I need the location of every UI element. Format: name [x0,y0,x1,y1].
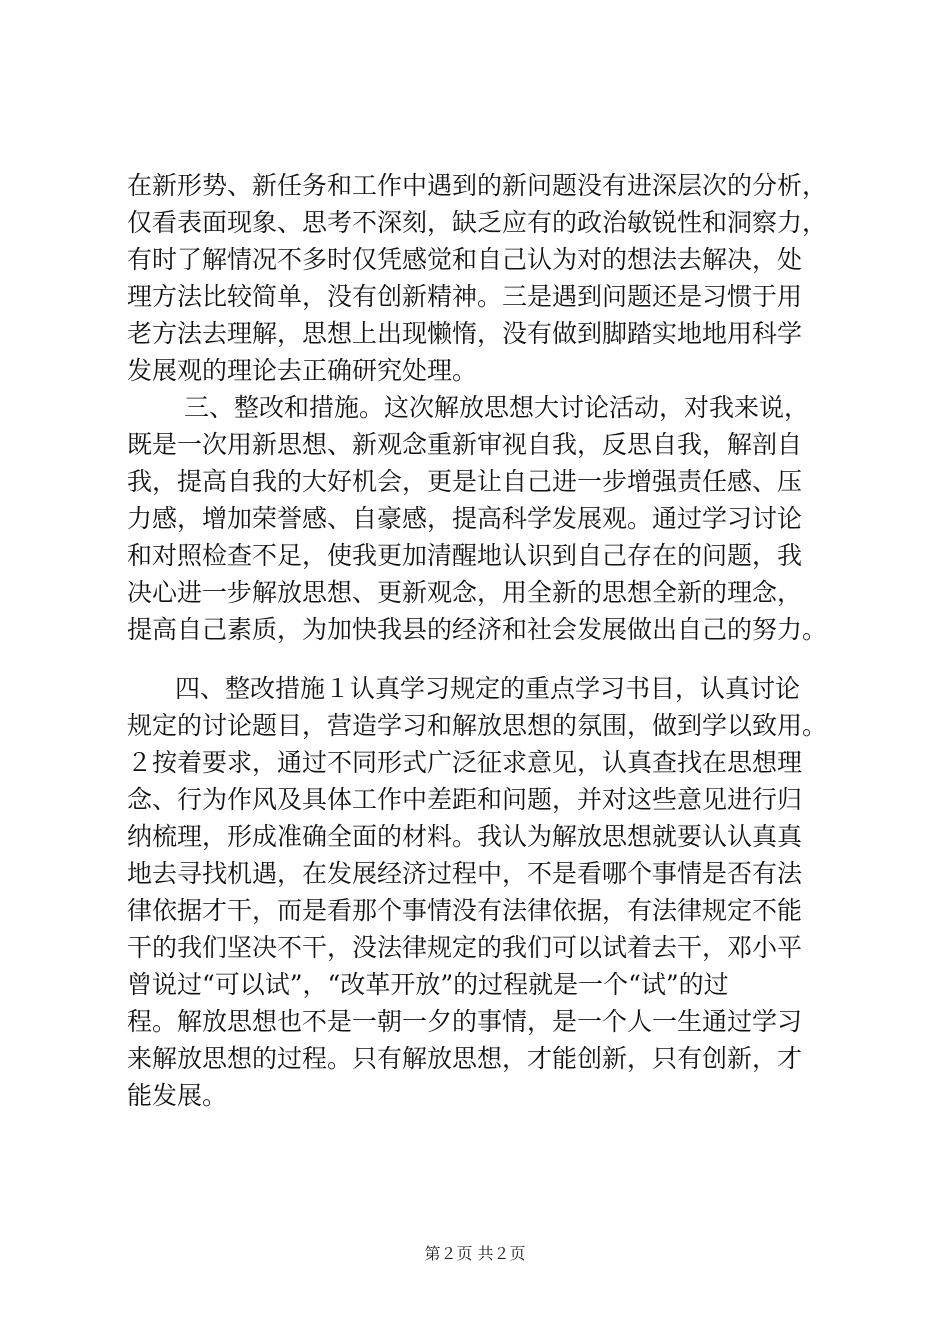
text-line: 理方法比较简单，没有创新精神。三是遇到问题还是习惯于用 [127,282,803,311]
text-line: 律依据才干，而是看那个事情没有法律依据，有法律规定不能 [127,896,803,925]
text-line: 能发展。 [127,1081,228,1110]
text-line: 规定的讨论题目，营造学习和解放思想的氛围，做到学以致用。 [127,711,828,740]
text-line: 曾说过“可以试”，“改革开放”的过程就是一个“试”的过 [127,970,729,999]
text-line: 念、行为作风及具体工作中差距和问题，并对这些意见进行归 [127,785,803,814]
text-line: ２按着要求，通过不同形式广泛征求意见，认真查找在思想理 [127,748,803,777]
text-line: 力感，增加荣誉感、自豪感，提高科学发展观。通过学习讨论 [127,504,803,533]
text-line: 干的我们坚决不干，没法律规定的我们可以试着去干，邓小平 [127,933,803,962]
text-line: 提高自己素质，为加快我县的经济和社会发展做出自己的努力。 [127,615,828,644]
text-line: 地去寻找机遇，在发展经济过程中，不是看哪个事情是否有法 [127,859,803,888]
text-line: 既是一次用新思想、新观念重新审视自我，反思自我，解剖自 [127,430,803,459]
page-number-footer: 第２页 共２页 [424,1244,526,1263]
text-line: 有时了解情况不多时仅凭感觉和自己认为对的想法去解决，处 [127,245,803,274]
text-line: 发展观的理论去正确研究处理。 [127,356,478,385]
text-line: 老方法去理解，思想上出现懒惰，没有做到脚踏实地地用科学 [127,319,803,348]
text-line: 纳梳理，形成准确全面的材料。我认为解放思想就要认认真真 [127,822,803,851]
text-line: 决心进一步解放思想、更新观念，用全新的思想全新的理念， [127,578,803,607]
text-line: 在新形势、新任务和工作中遇到的新问题没有进深层次的分析， [127,171,828,200]
text-line: 和对照检查不足，使我更加清醒地认识到自己存在的问题，我 [127,541,803,570]
text-line: 我，提高自我的大好机会，更是让自己进一步增强责任感、压 [127,467,803,496]
section-heading-line: 四、整改措施１认真学习规定的重点学习书目，认真讨论 [175,674,801,703]
text-line: 程。解放思想也不是一朝一夕的事情，是一个人一生通过学习 [127,1007,803,1036]
section-heading-line: 三、整改和措施。这次解放思想大讨论活动，对我来说， [184,393,810,422]
text-line: 来解放思想的过程。只有解放思想，才能创新，只有创新，才 [127,1044,803,1073]
text-line: 仅看表面现象、思考不深刻，缺乏应有的政治敏锐性和洞察力， [127,208,828,237]
